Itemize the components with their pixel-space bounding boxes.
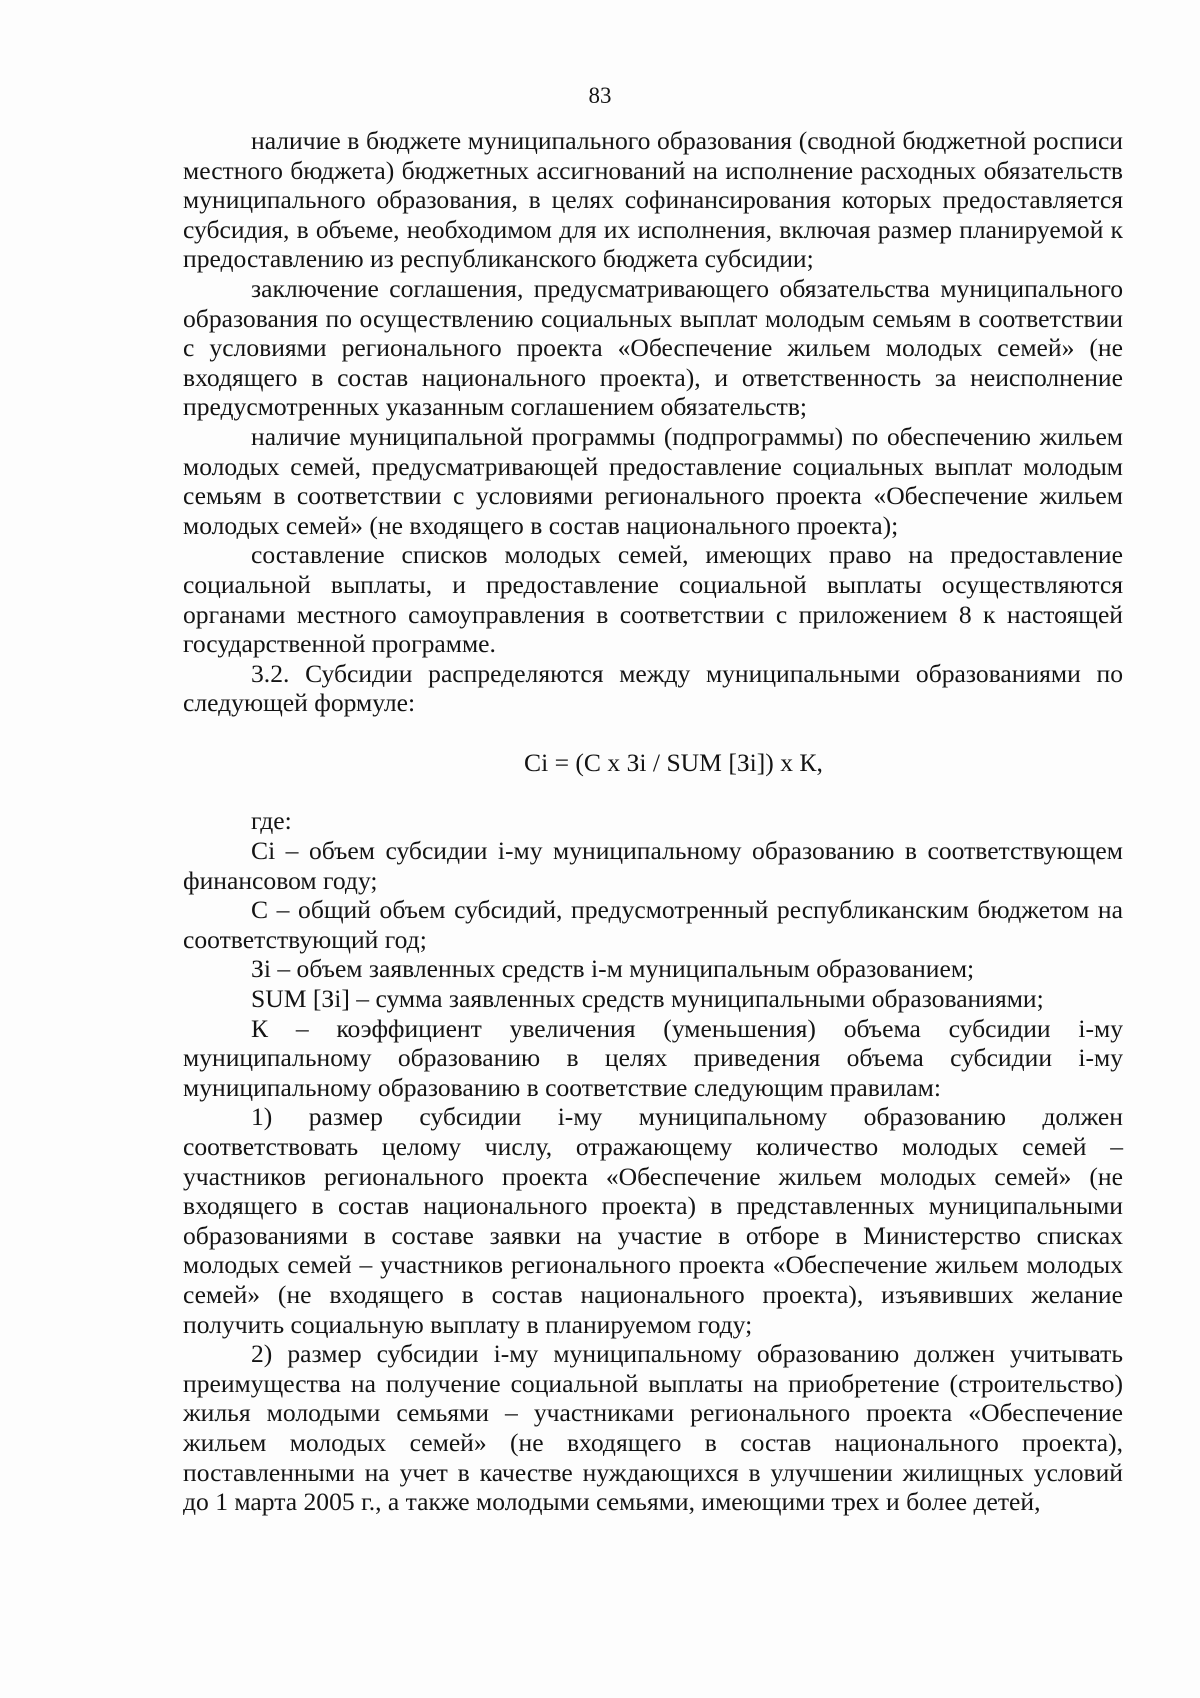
definition-k: К – коэффициент увеличения (уменьшения) объема субсидии i-му муниципальному образованию в целях приведения объема субсидии i-му муниципальному образованию в соответствие следующим правилам: — [183, 1013, 1123, 1102]
paragraph-budget-allocation: наличие в бюджете муниципального образования (сводной бюджетной росписи местного бюджета) бюджетных ассигнований на исполнение расходных обязательств муниципального образования, в целях софинансирования которых предоставляется субсидия, в объеме, необходимом для их исполнения, включая размер планируемой к предоставлению из республиканского бюджета субсидии; — [183, 126, 1123, 274]
definition-sum-zi: SUM [Зi] – сумма заявленных средств муниципальными образованиями; — [251, 984, 1044, 1014]
rule-1: 1) размер субсидии i-му муниципальному образованию должен соответствовать целому числу, отражающему количество молодых семей – участников регионального проекта «Обеспечение жильем молодых семей» (не входящего в состав национального проекта) в представленных муниципальными образованиями в составе заявки на участие в отборе в Министерство списках молодых семей – участников регионального проекта «Обеспечение жильем молодых семей» (не входящего в состав национального проекта), изъявивших желание получить социальную выплату в планируемом году; — [183, 1102, 1123, 1339]
definition-c: С – общий объем субсидий, предусмотренный республиканским бюджетом на соответствующий год; — [183, 895, 1123, 954]
paragraph-agreement: заключение соглашения, предусматривающего обязательства муниципального образования по осуществлению социальных выплат молодым семьям в соответствии с условиями регионального проекта «Обеспечение жильем молодых семей» (не входящего в состав национального проекта), и ответственность за неисполнение предусмотренных указанным соглашением обязательств; — [183, 273, 1123, 422]
rule-2: 2) размер субсидии i-му муниципальному образованию должен учитывать преимущества на получение социальной выплаты на приобретение (строительство) жилья молодыми семьями – участниками регионального проекта «Обеспечение жильем молодых семей» (не входящего в состав национального проекта), поставленными на учет в качестве нуждающихся в улучшении жилищных условий до 1 марта 2005 г., а также молодыми семьями, имеющими трех и более детей, — [183, 1339, 1123, 1517]
subsidy-formula: Ci = (С x Зi / SUM [Зi]) x К, — [524, 747, 823, 777]
paragraph-section-3-2: 3.2. Субсидии распределяются между муниципальными образованиями по следующей формуле: — [183, 658, 1123, 718]
definition-zi: Зi – объем заявленных средств i-м муниципальным образованием; — [251, 954, 975, 984]
paragraph-municipal-program: наличие муниципальной программы (подпрограммы) по обеспечению жильем молодых семей, предусматривающей предоставление социальных выплат молодым семьям в соответствии с условиями регионального проекта «Обеспечение жильем молодых семей» (не входящего в состав национального проекта); — [183, 421, 1123, 540]
page-number: 83 — [588, 83, 612, 108]
document-body — [183, 126, 1123, 1517]
where-label: где: — [251, 806, 292, 836]
definition-ci: Сi – объем субсидии i-му муниципальному образованию в соответствующем финансовом году; — [183, 836, 1123, 895]
paragraph-family-lists: составление списков молодых семей, имеющих право на предоставление социальной выплаты, и предоставление социальной выплаты осуществляются органами местного самоуправления в соответствии с приложением 8 к настоящей государственной программе. — [183, 540, 1123, 659]
